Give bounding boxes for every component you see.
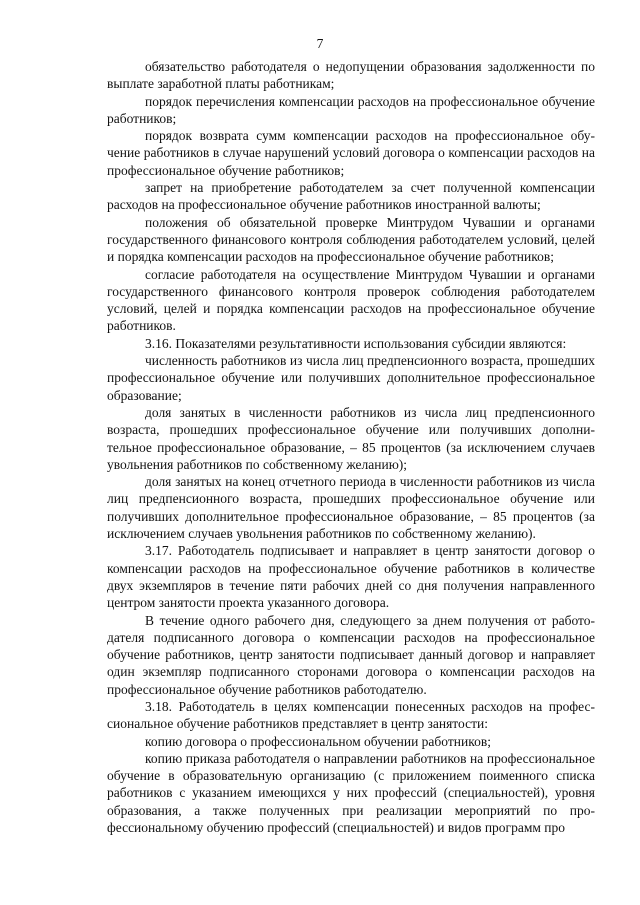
paragraph: согласие работодателя на осуществление Минтрудом Чувашии и органами государственного финансового контроля проверок соблюдения работодателем условий, целей и порядка компенсации расходов на профессиональное обучение работников. bbox=[107, 266, 595, 334]
paragraph: копию приказа работодателя о направлении работников на профессиональное обучение в образовательную организацию (с приложением поименного списка работников с указанием имеющихся у них профессий (специальностей), уровня образования, а также полученных при реализации мероприятий по профессиональному обучению профессий (специальностей) и видов программ про bbox=[107, 750, 595, 836]
paragraph: положения об обязательной проверке Минтрудом Чувашии и органами государственного финансового контроля соблюдения работодателем условий, целей и порядка компенсации расходов на профессиональное обучение работников; bbox=[107, 214, 595, 265]
section-3-16-heading: 3.16. Показателями результативности использования субсидии являются: bbox=[145, 335, 567, 351]
paragraph: копию договора о профессиональном обучении работников; bbox=[145, 733, 491, 749]
paragraph: порядок перечисления компенсации расходов на профессиональное обучение работников; bbox=[107, 93, 595, 126]
paragraph: порядок возврата сумм компенсации расходов на профессиональное обучение работников в случае нарушений условий договора о компенсации расходов на профессиональное обучение работников; bbox=[107, 128, 595, 178]
paragraph: обязательство работодателя о недопущении образования задолженности по выплате заработной платы работникам; bbox=[107, 59, 595, 92]
page-number: 7 bbox=[316, 36, 324, 51]
section-3-18: 3.18. Работодатель в целях компенсации понесенных расходов на профессиональное обучение работников представляет в центр занятости: bbox=[107, 698, 595, 732]
paragraph: запрет на приобретение работодателем за счет полученной компенсации расходов на профессиональное обучение работников иностранной валюты; bbox=[107, 180, 595, 213]
section-3-17: 3.17. Работодатель подписывает и направляет в центр занятости договор о компенсации расходов на профессиональное обучение работников в количестве двух экземпляров в течение пяти рабочих дней со дня получения направленного центром занятости проекта указанного договора. bbox=[107, 543, 595, 611]
paragraph: численность работников из числа лиц предпенсионного возраста, прошедших профессиональное обучение или получивших дополнительное профессиональное образование; bbox=[107, 353, 595, 403]
document-body bbox=[107, 58, 595, 836]
paragraph: доля занятых в численности работников из числа лиц предпенсионного возраста, прошедших профессиональное обучение или получивших дополнительное профессиональное образование, – 85 процентов (за исключением случаев увольнения работников по собственному желанию); bbox=[107, 404, 595, 472]
paragraph: В течение одного рабочего дня, следующего за днем получения от работодателя подписанного договора о компенсации расходов на профессиональное обучение работников, центр занятости подписывает данный договор и направляет один экземпляр подписанного сторонами договора о компенсации расходов на профессиональное обучение работников работодателю. bbox=[107, 612, 595, 697]
paragraph: доля занятых на конец отчетного периода в численности работников из числа лиц предпенсионного возраста, прошедших профессиональное обучение или получивших дополнительное профессиональное образование, – 85 процентов (за исключением случаев увольнения работников по собственному желанию). bbox=[107, 474, 595, 542]
